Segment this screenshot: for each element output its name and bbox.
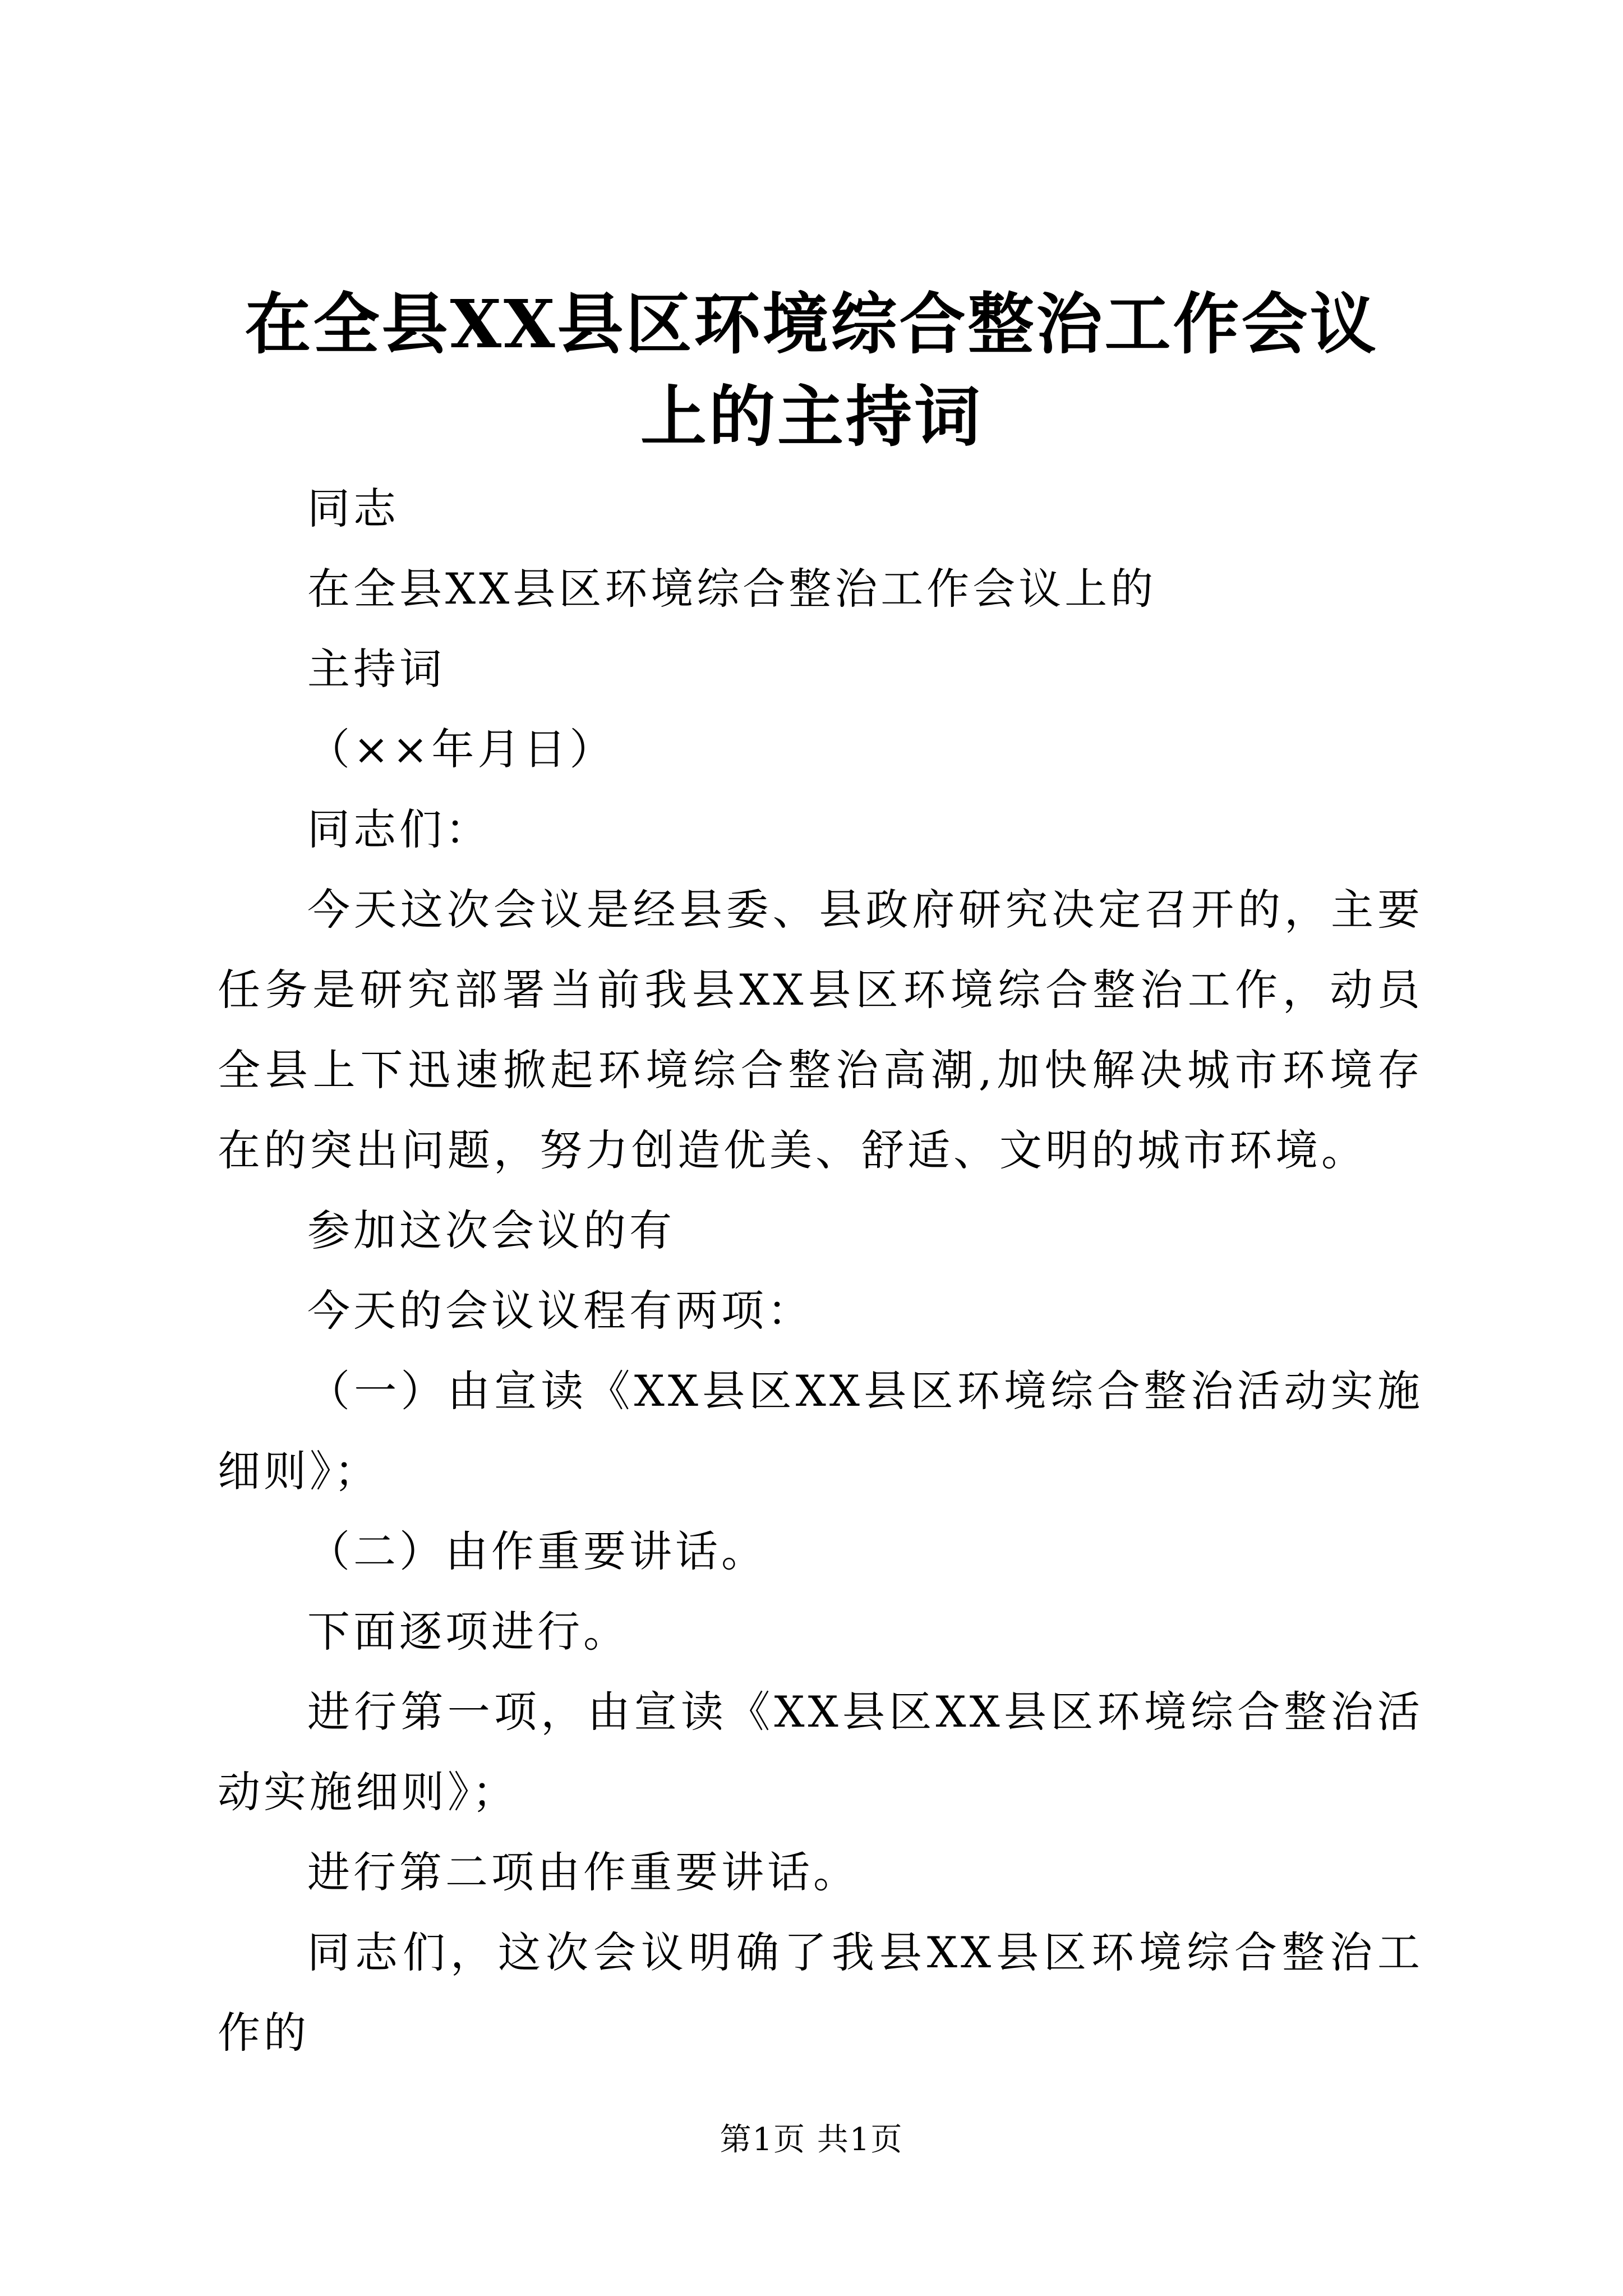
paragraph: 参加这次会议的有: [307, 1205, 675, 1255]
paragraph: 进行第一项，由宣读《XX县区XX县区环境综合整治活动实施细则》；: [218, 1687, 1423, 1817]
document-title: 在全县XX县区环境综合整治工作会议上的主持词: [245, 285, 1378, 455]
paragraph: 进行第二项由作重要讲话。: [307, 1847, 859, 1897]
paragraph: 在全县XX县区环境综合整治工作会议上的: [307, 564, 1157, 614]
paragraph: 今天的会议议程有两项：: [307, 1286, 813, 1336]
document-body: [218, 468, 1423, 2073]
paragraph: 主持词: [307, 644, 445, 694]
agenda-item: （二）由作重要讲话。: [307, 1526, 767, 1576]
paragraph: 下面逐项进行。: [307, 1607, 629, 1657]
page-footer: 第1页 共1页: [720, 2122, 903, 2158]
paragraph: 同志们，这次会议明确了我县XX县区环境综合整治工作的: [218, 1927, 1423, 2058]
paragraph: 今天这次会议是经县委、县政府研究决定召开的，主要任务是研究部署当前我县XX县区环境综合整治工作，动员全县上下迅速掀起环境综合整治高潮,加快解决城市环境存在的突出问题，努力创造优美、舒适、文明的城市环境。: [218, 885, 1423, 1175]
agenda-item: （一）由宣读《XX县区XX县区环境综合整治活动实施细则》；: [218, 1366, 1423, 1496]
salutation: 同志们：: [307, 804, 491, 854]
date-line: （××年月日）: [307, 724, 616, 774]
paragraph: 同志: [307, 484, 399, 533]
